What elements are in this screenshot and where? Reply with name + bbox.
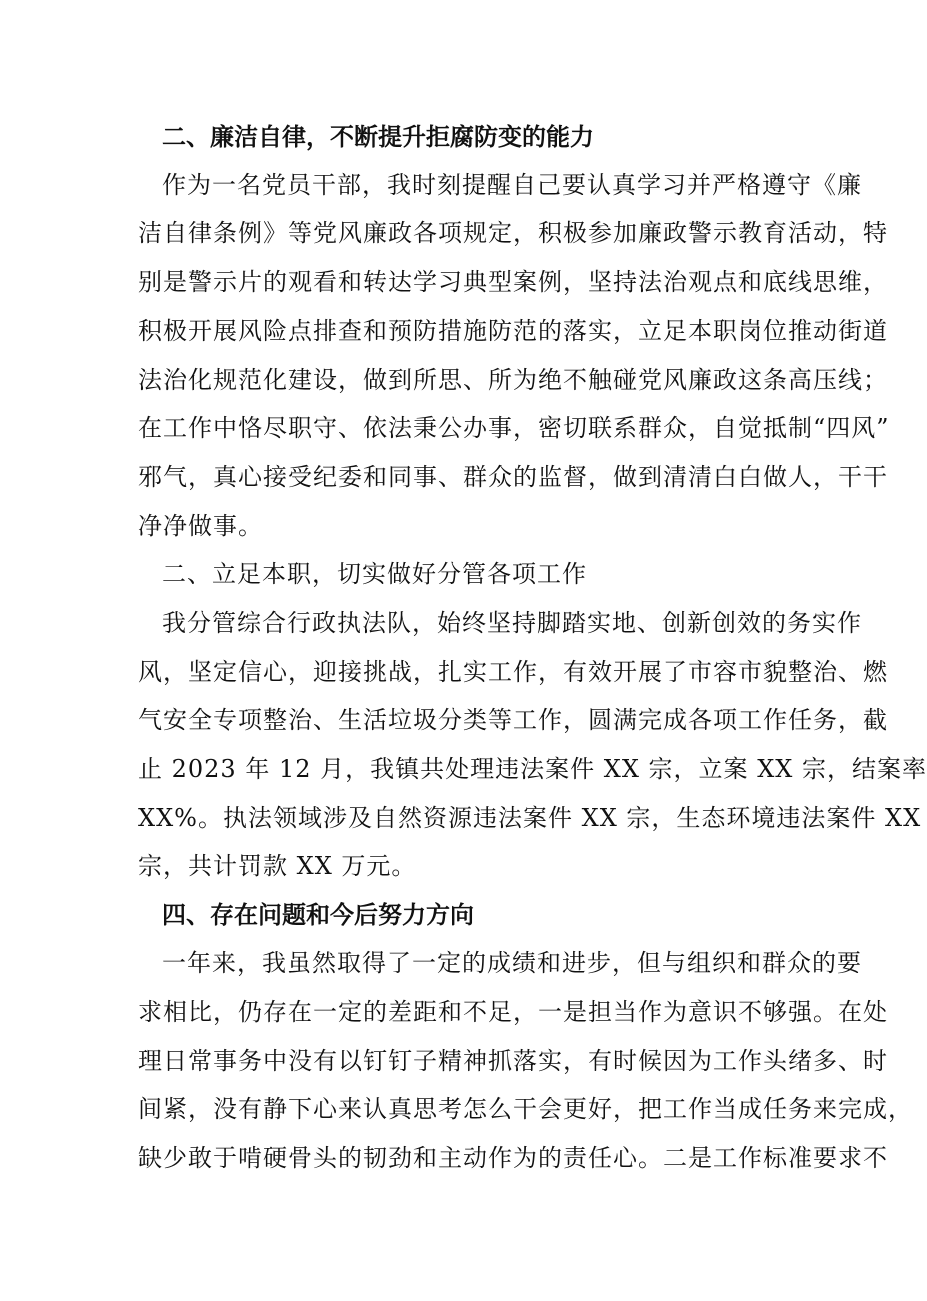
paragraph-line: 理日常事务中没有以钉钉子精神抓落实，有时候因为工作头绪多、时: [138, 1047, 888, 1075]
paragraph-line: XX%。执法领域涉及自然资源违法案件 XX 宗，生态环境违法案件 XX: [138, 804, 922, 832]
paragraph-line: 别是警示片的观看和转达学习典型案例，坚持法治观点和底线思维，: [138, 268, 888, 296]
paragraph-line: 宗，共计罚款 XX 万元。: [138, 852, 417, 880]
section-heading: 四、存在问题和今后努力方向: [162, 901, 474, 929]
paragraph-line: 我分管综合行政执法队，始终坚持脚踏实地、创新创效的务实作: [162, 609, 862, 637]
section-heading: 二、立足本职，切实做好分管各项工作: [162, 560, 587, 588]
paragraph-line: 止 2023 年 12 月，我镇共处理违法案件 XX 宗，立案 XX 宗，结案率: [138, 755, 927, 783]
paragraph-line: 在工作中恪尽职守、依法秉公办事，密切联系群众，自觉抵制“四风”: [138, 414, 890, 442]
paragraph-line: 间紧，没有静下心来认真思考怎么干会更好，把工作当成任务来完成，: [138, 1095, 913, 1123]
paragraph-line: 气安全专项整治、生活垃圾分类等工作，圆满完成各项工作任务，截: [138, 706, 888, 734]
paragraph-line: 净净做事。: [138, 512, 263, 540]
paragraph-line: 洁自律条例》等党风廉政各项规定，积极参加廉政警示教育活动，特: [138, 219, 888, 247]
section-heading: 二、廉洁自律，不断提升拒腐防变的能力: [162, 123, 594, 151]
paragraph-line: 一年来，我虽然取得了一定的成绩和进步，但与组织和群众的要: [162, 949, 862, 977]
paragraph-line: 邪气，真心接受纪委和同事、群众的监督，做到清清白白做人，干干: [138, 463, 888, 491]
paragraph-line: 积极开展风险点排查和预防措施防范的落实，立足本职岗位推动街道: [138, 317, 888, 345]
paragraph-line: 缺少敢于啃硬骨头的韧劲和主动作为的责任心。二是工作标准要求不: [138, 1144, 888, 1172]
paragraph-line: 法治化规范化建设，做到所思、所为绝不触碰党风廉政这条高压线；: [138, 366, 888, 394]
paragraph-line: 风，坚定信心，迎接挑战，扎实工作，有效开展了市容市貌整治、燃: [138, 658, 888, 686]
paragraph-line: 求相比，仍存在一定的差距和不足，一是担当作为意识不够强。在处: [138, 998, 888, 1026]
paragraph-line: 作为一名党员干部，我时刻提醒自己要认真学习并严格遵守《廉: [162, 171, 862, 199]
